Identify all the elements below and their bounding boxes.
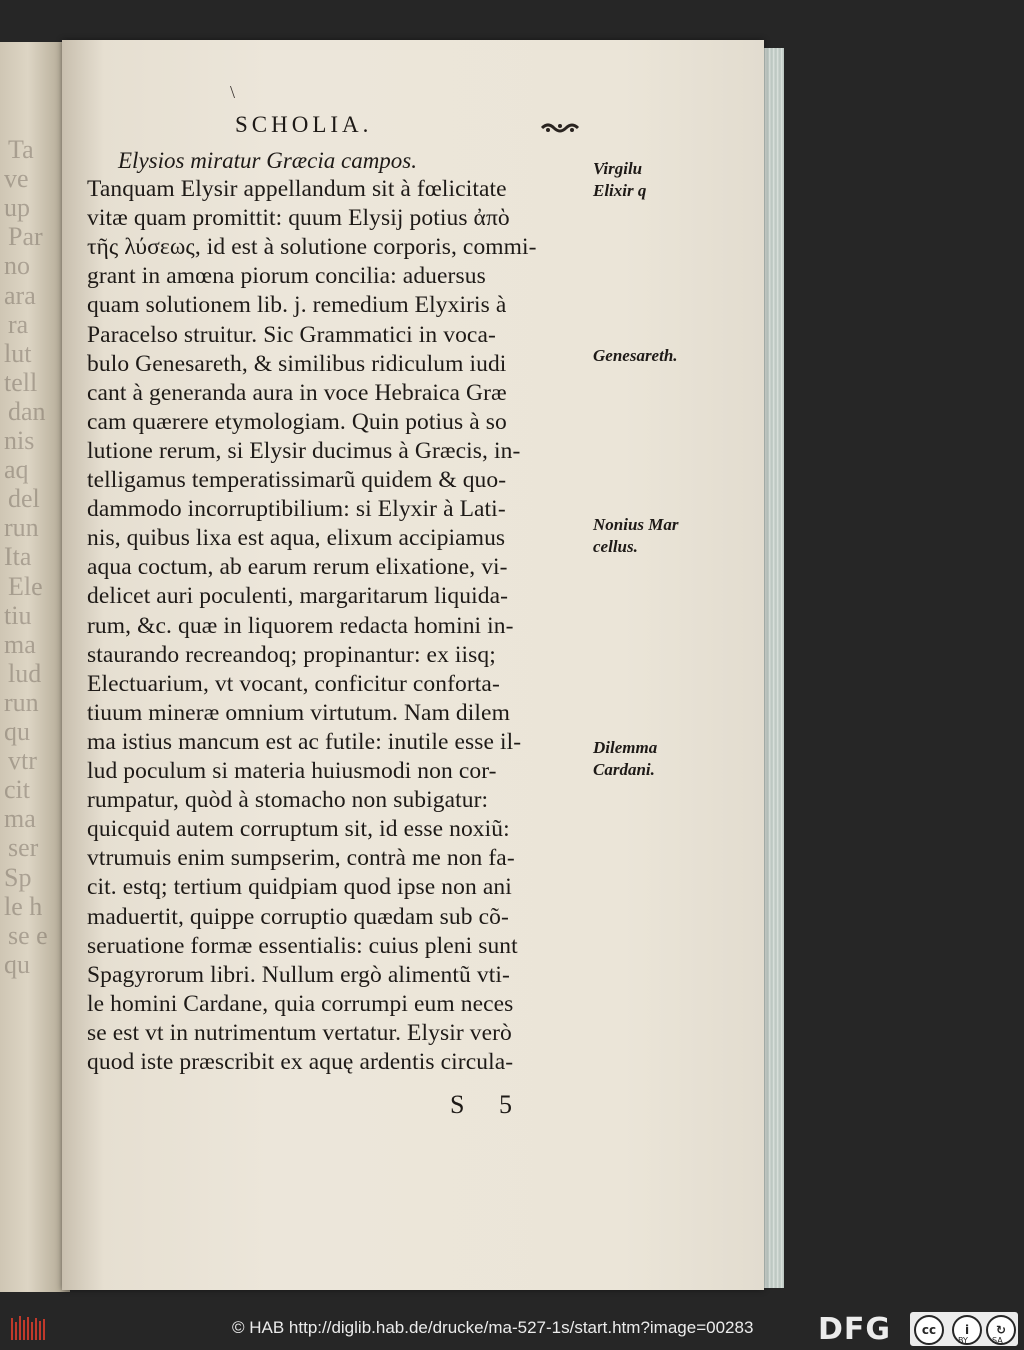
margin-note-nonius (593, 514, 679, 558)
text-line: vtrumuis enim sumpserim, contrà me non fa- (87, 845, 515, 872)
cc-license-badge[interactable] (910, 1312, 1018, 1346)
text-line: delicet auri poculenti, margaritarum liquida- (87, 583, 509, 610)
text-line: grant in amœna piorum concilia: aduersus (87, 263, 486, 290)
text-line: lud poculum si materia huiusmodi non cor- (87, 758, 497, 784)
ghost-fragment: del (8, 484, 40, 514)
text-line: maduertit, quippe corruptio quædam sub cõ- (87, 903, 509, 930)
text-line: cit. estq; tertium quidpiam quod ipse non ani (87, 874, 512, 901)
text-line: cant à generanda aura in voce Hebraica Græ (87, 379, 507, 406)
text-line: staurando recreandoq; propinantur: ex iisq; (87, 641, 496, 668)
attribution-icon: i (952, 1315, 982, 1345)
ghost-fragment: Ele (8, 571, 43, 601)
hab-logo-icon[interactable] (8, 1314, 48, 1344)
ghost-fragment: aq (4, 455, 29, 485)
ghost-fragment: Ita (4, 542, 32, 572)
text-line: Electuarium, vt vocant, conficitur conforta- (87, 670, 500, 697)
margin-note-line: cellus. (593, 537, 638, 556)
ghost-fragment: tell (4, 367, 38, 397)
ghost-fragment: dan (8, 396, 46, 426)
ghost-fragment: tiu (4, 600, 32, 630)
margin-note-line: Cardani. (593, 760, 655, 779)
text-line: tiuum mineræ omnium virtutum. Nam dilem (87, 699, 510, 726)
page-mark: \ (230, 82, 236, 102)
text-line: τῆς λύσεως, id est à solutione corporis, commi- (87, 234, 537, 261)
signature-mark: S 5 (450, 1090, 526, 1119)
sa-label: SA (992, 1336, 1003, 1345)
margin-note-genesareth (593, 345, 678, 367)
text-line: Paracelso struitur. Sic Grammatici in voca- (87, 321, 496, 348)
ghost-fragment: vtr (8, 746, 37, 776)
by-label: BY (958, 1336, 968, 1345)
ghost-fragment: qu (4, 949, 30, 979)
ghost-fragment: ser (8, 833, 39, 863)
ghost-fragment: up (4, 193, 30, 223)
ghost-fragment: Par (8, 222, 43, 252)
running-header: SCHOLIA. (235, 112, 373, 137)
lemma-heading: Elysios miratur Græcia campos. (118, 148, 417, 173)
margin-note-virgilius (593, 158, 646, 202)
text-line: ma istius mancum est ac futile: inutile esse il- (87, 728, 522, 755)
text-line: aqua coctum, ab earum rerum elixatione, vi- (87, 554, 508, 581)
text-line: dammodo incorruptibilium: si Elyxir à Lati- (87, 496, 506, 523)
text-line: nis, quibus lixa est aqua, elixum accipiamus (87, 525, 506, 552)
text-line: cam quærere etymologiam. Quin potius à so (87, 408, 507, 435)
previous-page-edge (0, 42, 70, 1292)
ghost-fragment: lut (4, 338, 32, 368)
margin-note-dilemma (593, 737, 657, 781)
ghost-fragment: ve (4, 164, 29, 194)
text-line: rumpatur, quòd à stomacho non subigatur: (87, 787, 489, 814)
ghost-fragment: run (4, 513, 39, 543)
text-line: quicquid autem corruptum sit, id esse noxiũ: (87, 816, 510, 843)
copyright-link[interactable]: © HAB http://diglib.hab.de/drucke/ma-527-1s/start.htm?image=00283 (232, 1318, 754, 1337)
ghost-fragment: ma (4, 804, 36, 834)
margin-note-line: Nonius Mar (593, 515, 679, 534)
text-line: bulo Genesareth, & similibus ridiculum iudi (87, 350, 507, 377)
text-line: quod iste præscribit ex aquę ardentis circula- (87, 1049, 514, 1075)
cc-icon: cc (914, 1315, 944, 1345)
ghost-fragment: lud (8, 658, 42, 688)
text-line: lutione rerum, si Elysir ducimus à Græcis, in- (87, 437, 521, 464)
text-line: le homini Cardane, quia corrumpi eum neces (87, 990, 514, 1017)
ghost-fragment: Sp (4, 862, 32, 892)
ghost-fragment: ara (4, 280, 36, 310)
text-line: telligamus temperatissimarũ quidem & quo- (87, 467, 507, 493)
text-line: Tanquam Elysir appellandum sit à fœlicitate (87, 176, 507, 202)
printer-ornament (540, 120, 580, 141)
text-line: Spagyrorum libri. Nullum ergò alimentũ vti- (87, 961, 510, 988)
ghost-fragment: no (4, 251, 30, 281)
ghost-fragment: ra (8, 309, 29, 339)
text-line: quam solutionem lib. j. remedium Elyxiris à (87, 292, 507, 319)
margin-note-line: Elixir q (593, 181, 647, 200)
ghost-fragment: cit (4, 775, 30, 805)
ghost-fragment: Ta (8, 135, 34, 164)
ghost-fragment: nis (4, 426, 35, 455)
dfg-logo: DFG (818, 1312, 892, 1347)
text-line: seruatione formæ essentialis: cuius pleni sunt (87, 932, 518, 959)
text-line: se est vt in nutrimentum vertatur. Elysir verò (87, 1019, 512, 1046)
margin-note-line: Dilemma (593, 738, 658, 757)
ghost-fragment: ma (4, 629, 36, 659)
ghost-fragment: le h (4, 891, 43, 921)
text-line: vitæ quam promittit: quum Elysij potius ἀπὸ (87, 205, 510, 232)
ghost-fragment: se e (8, 920, 48, 950)
share-alike-icon: ↻ (986, 1315, 1016, 1345)
margin-note-line: Virgilu (593, 159, 643, 178)
ghost-fragment: run (4, 687, 39, 717)
ghost-fragment: qu (4, 717, 30, 746)
margin-note-line: Genesareth. (593, 346, 678, 365)
text-line: rum, &c. quæ in liquorem redacta homini in- (87, 612, 514, 639)
